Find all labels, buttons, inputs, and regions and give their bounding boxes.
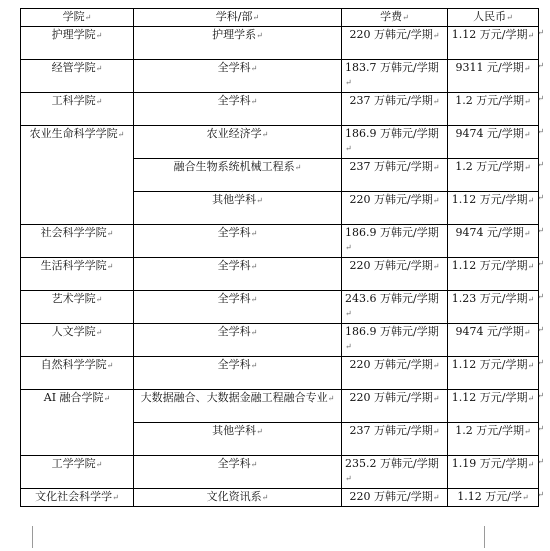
fee-cell: 237 万韩元/学期↵ [342, 93, 448, 126]
college-cell: 生活科学学院↵ [21, 258, 134, 291]
header-rmb: 人民币↵ [448, 9, 539, 27]
major-cell: 文化资讯系↵ [134, 489, 342, 507]
fee-cell: 237 万韩元/学期↵ [342, 423, 448, 456]
major-cell: 农业经济学↵ [134, 126, 342, 159]
fee-cell: 220 万韩元/学期↵ [342, 489, 448, 507]
rmb-cell: 9311 元/学期↵ [448, 60, 539, 93]
tuition-table [20, 8, 539, 507]
header-college: 学院↵ [21, 9, 134, 27]
college-cell: 工科学院↵ [21, 93, 134, 126]
college-cell: 工学学院↵ [21, 456, 134, 489]
major-cell: 其他学科↵ [134, 192, 342, 225]
major-cell: 全学科↵ [134, 456, 342, 489]
row-end-mark: ↵ [537, 61, 544, 70]
fee-cell: 220 万韩元/学期↵ [342, 390, 448, 423]
table-row [21, 456, 539, 489]
rmb-cell: 1.12 万元/学↵ [448, 489, 539, 507]
college-cell: 文化社会科学学↵ [21, 489, 134, 507]
table-row [21, 489, 539, 507]
fee-cell: 220 万韩元/学期↵ [342, 258, 448, 291]
major-cell: 全学科↵ [134, 357, 342, 390]
college-cell: 自然科学学院↵ [21, 357, 134, 390]
table-row [21, 258, 539, 291]
row-end-mark: ↵ [537, 193, 544, 202]
college-cell: 经管学院↵ [21, 60, 134, 93]
row-end-mark: ↵ [537, 226, 544, 235]
row-end-mark: ↵ [537, 457, 544, 466]
fee-cell: 186.9 万韩元/学期↵ [342, 324, 448, 357]
rmb-cell: 1.2 万元/学期↵ [448, 159, 539, 192]
table-row [21, 291, 539, 324]
fee-cell: 235.2 万韩元/学期↵ [342, 456, 448, 489]
table-row [21, 324, 539, 357]
row-end-mark: ↵ [537, 94, 544, 103]
row-end-mark: ↵ [537, 490, 544, 499]
row-end-mark: ↵ [537, 424, 544, 433]
table-row [21, 390, 539, 423]
college-cell: 人文学院↵ [21, 324, 134, 357]
row-end-mark: ↵ [537, 391, 544, 400]
rmb-cell: 9474 元/学期↵ [448, 225, 539, 258]
page-corner-mark-left [10, 526, 33, 548]
table-row [21, 93, 539, 126]
fee-cell: 220 万韩元/学期↵ [342, 27, 448, 60]
rmb-cell: 1.19 万元/学期↵ [448, 456, 539, 489]
major-cell: 其他学科↵ [134, 423, 342, 456]
major-cell: 全学科↵ [134, 258, 342, 291]
table-row [21, 225, 539, 258]
major-cell: 大数据融合、大数据金融工程融合专业↵ [134, 390, 342, 423]
college-cell: 农业生命科学学院↵ [21, 126, 134, 225]
row-end-mark: ↵ [537, 358, 544, 367]
row-end-mark: ↵ [537, 292, 544, 301]
tuition-table-body [21, 9, 539, 507]
row-end-mark: ↵ [537, 160, 544, 169]
fee-cell: 186.9 万韩元/学期↵ [342, 126, 448, 159]
rmb-cell: 1.12 万元/学期↵ [448, 390, 539, 423]
major-cell: 全学科↵ [134, 60, 342, 93]
rmb-cell: 1.12 万元/学期↵ [448, 258, 539, 291]
fee-cell: 220 万韩元/学期↵ [342, 192, 448, 225]
fee-cell: 183.7 万韩元/学期↵ [342, 60, 448, 93]
row-end-mark: ↵ [537, 28, 544, 37]
major-cell: 全学科↵ [134, 291, 342, 324]
table-row [21, 357, 539, 390]
college-cell: 护理学院↵ [21, 27, 134, 60]
rmb-cell: 9474 元/学期↵ [448, 126, 539, 159]
header-major: 学科/部↵ [134, 9, 342, 27]
table-row [21, 126, 539, 159]
major-cell: 全学科↵ [134, 324, 342, 357]
rmb-cell: 1.12 万元/学期↵ [448, 192, 539, 225]
fee-cell: 237 万韩元/学期↵ [342, 159, 448, 192]
table-row [21, 60, 539, 93]
rmb-cell: 1.12 万元/学期↵ [448, 357, 539, 390]
rmb-cell: 1.2 万元/学期↵ [448, 423, 539, 456]
fee-cell: 186.9 万韩元/学期↵ [342, 225, 448, 258]
table-row [21, 27, 539, 60]
rmb-cell: 1.23 万元/学期↵ [448, 291, 539, 324]
major-cell: 护理学系↵ [134, 27, 342, 60]
row-end-mark: ↵ [537, 127, 544, 136]
major-cell: 全学科↵ [134, 225, 342, 258]
rmb-cell: 1.2 万元/学期↵ [448, 93, 539, 126]
college-cell: AI 融合学院↵ [21, 390, 134, 456]
fee-cell: 243.6 万韩元/学期↵ [342, 291, 448, 324]
row-end-mark: ↵ [537, 325, 544, 334]
page-corner-mark-right [484, 526, 507, 548]
rmb-cell: 9474 元/学期↵ [448, 324, 539, 357]
major-cell: 全学科↵ [134, 93, 342, 126]
rmb-cell: 1.12 万元/学期↵ [448, 27, 539, 60]
row-end-mark: ↵ [537, 259, 544, 268]
college-cell: 艺术学院↵ [21, 291, 134, 324]
college-cell: 社会科学学院↵ [21, 225, 134, 258]
fee-cell: 220 万韩元/学期↵ [342, 357, 448, 390]
major-cell: 融合生物系统机械工程系↵ [134, 159, 342, 192]
header-fee: 学费↵ [342, 9, 448, 27]
table-header-row [21, 9, 539, 27]
